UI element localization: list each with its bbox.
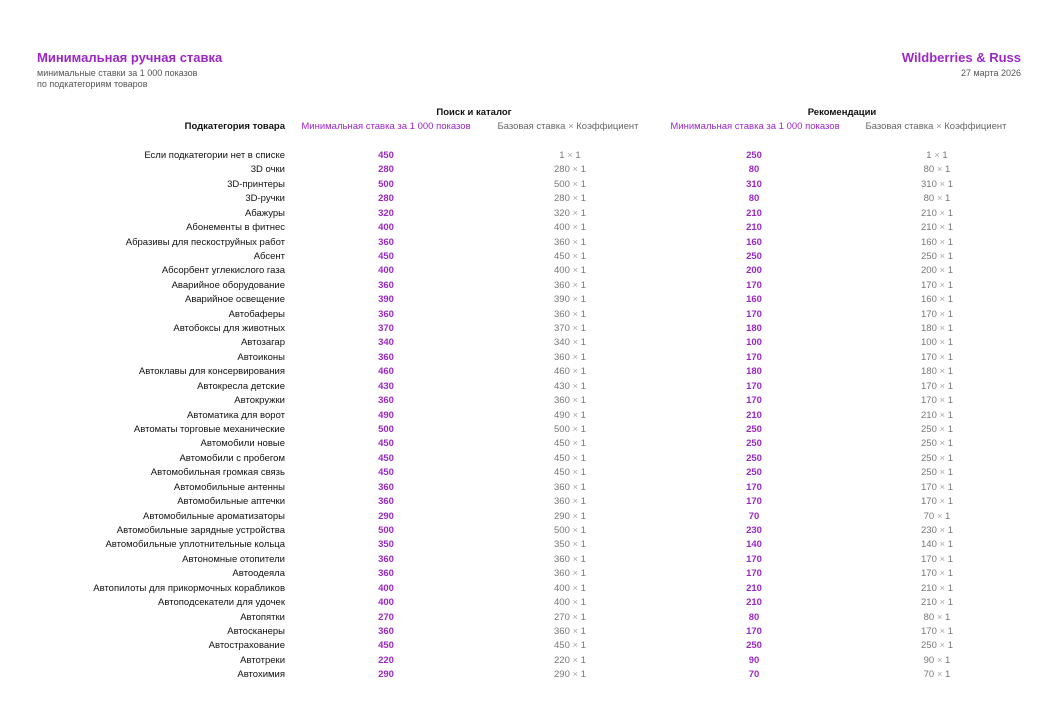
rec-base-coef: 1 × 1	[926, 150, 948, 161]
subcategory-name: Автосканеры	[227, 625, 285, 637]
subcategory-name: Автомобильная громкая связь	[150, 467, 285, 479]
group-header-recommendations: Рекомендации	[807, 107, 877, 118]
search-min-bid: 360	[378, 481, 394, 493]
search-base-coef: 390 × 1	[554, 294, 586, 306]
rec-base-coef: 250 × 1	[921, 424, 953, 436]
rec-base-coef: 70 × 1	[923, 510, 951, 522]
rec-min-bid: 170	[746, 568, 762, 580]
rec-min-bid: 250	[746, 424, 762, 436]
search-min-bid: 360	[378, 568, 394, 580]
subcategory-name: Автопятки	[240, 611, 285, 623]
search-min-bid: 370	[378, 323, 394, 335]
subcategory-name: Автоподсекатели для удочек	[158, 597, 285, 609]
rec-min-bid: 80	[748, 193, 760, 205]
multiply-sign: ×	[568, 121, 574, 132]
rec-min-bid: 140	[746, 539, 762, 551]
subcategory-column-header: Подкатегория товара	[184, 121, 285, 132]
rec-base-coef: 90 × 1	[923, 654, 951, 666]
rec-base-coef: 170 × 1	[921, 481, 953, 493]
rec-base-coef: 80 × 1	[923, 193, 951, 205]
report-date: 27 марта 2026	[960, 68, 1021, 78]
search-base-coef: 450 × 1	[554, 452, 586, 464]
search-min-bid: 360	[378, 236, 394, 248]
rec-base-coef: 250 × 1	[921, 438, 953, 450]
rec-min-bid: 170	[746, 481, 762, 493]
search-min-bid: 340	[378, 337, 394, 349]
table-row	[0, 192, 1057, 206]
search-base-coef: 360 × 1	[554, 481, 586, 493]
search-min-bid: 360	[378, 395, 394, 407]
search-min-bid: 400	[378, 597, 394, 609]
rec-min-bid: 210	[746, 582, 762, 594]
search-base-coef: 450 × 1	[554, 438, 586, 450]
table-row	[0, 423, 1057, 437]
subcategory-name: Автомобили новые	[200, 438, 285, 450]
table-row	[0, 380, 1057, 394]
rec-base-coef: 180 × 1	[921, 366, 953, 378]
table-row	[0, 538, 1057, 552]
rates-table-body	[0, 149, 1057, 683]
table-row	[0, 293, 1057, 307]
subcategory-name: Автомобили с пробегом	[179, 452, 285, 464]
subcategory-name: Автономные отопители	[182, 553, 285, 565]
search-min-bid: 500	[378, 424, 394, 436]
table-row	[0, 207, 1057, 221]
search-base-coef: 400 × 1	[554, 582, 586, 594]
table-row	[0, 466, 1057, 480]
search-base-coef: 290 × 1	[554, 669, 586, 681]
table-row	[0, 553, 1057, 567]
rec-min-bid: 250	[746, 438, 762, 450]
search-base-coef: 360 × 1	[554, 308, 586, 320]
search-base-coef: 220 × 1	[554, 654, 586, 666]
search-base-coef: 430 × 1	[554, 380, 586, 392]
search-base-coef: 490 × 1	[554, 409, 586, 421]
subcategory-name: Автотреки	[240, 654, 285, 666]
base-bid-label: Базовая ставка	[865, 121, 934, 132]
rec-base-coef: 210 × 1	[921, 207, 953, 219]
search-base-coef: 460 × 1	[554, 366, 586, 378]
search-base-coef: 500 × 1	[554, 524, 586, 536]
subcategory-name: Автоматы торговые механические	[133, 424, 285, 436]
search-min-bid: 350	[378, 539, 394, 551]
search-base-coef: 360 × 1	[554, 496, 586, 508]
rec-min-bid: 250	[746, 640, 762, 652]
table-row	[0, 524, 1057, 538]
search-min-bid: 270	[378, 611, 394, 623]
rec-min-bid: 230	[746, 524, 762, 536]
page-title: Минимальная ручная ставка	[37, 50, 223, 65]
rec-base-coef: 250 × 1	[921, 467, 953, 479]
search-min-bid: 450	[378, 467, 394, 479]
search-base-coef: 400 × 1	[554, 222, 586, 234]
table-row	[0, 279, 1057, 293]
table-row	[0, 264, 1057, 278]
search-base-coef: 400 × 1	[554, 597, 586, 609]
rec-base-coef: 250 × 1	[921, 452, 953, 464]
search-min-bid: 290	[378, 510, 394, 522]
rec-min-bid: 170	[746, 308, 762, 320]
subcategory-name: Абонементы в фитнес	[186, 222, 285, 234]
table-row	[0, 163, 1057, 177]
search-base-coef: 290 × 1	[554, 510, 586, 522]
table-row	[0, 596, 1057, 610]
subcategory-name: Автомобильные зарядные устройства	[116, 524, 285, 536]
rec-min-bid: 210	[746, 409, 762, 421]
rec-base-coef: 160 × 1	[921, 294, 953, 306]
search-min-bid: 280	[378, 164, 394, 176]
rec-base-coef: 70 × 1	[923, 669, 951, 681]
subcategory-name: Аварийное оборудование	[171, 279, 285, 291]
search-min-bid: 360	[378, 279, 394, 291]
rec-min-bid: 80	[748, 611, 760, 623]
search-base-coef: 270 × 1	[554, 611, 586, 623]
search-min-bid: 500	[378, 524, 394, 536]
search-min-bid: 450	[378, 438, 394, 450]
table-row	[0, 582, 1057, 596]
table-row	[0, 178, 1057, 192]
coefficient-label: Коэффициент	[944, 121, 1007, 132]
brand-name: Wildberries & Russ	[901, 50, 1021, 65]
search-base-coef: 280 × 1	[554, 164, 586, 176]
rec-base-coef: 250 × 1	[921, 250, 953, 262]
rec-min-bid: 250	[746, 150, 762, 161]
rec-base-coef: 210 × 1	[921, 597, 953, 609]
rec-base-coef: 160 × 1	[921, 236, 953, 248]
rec-base-coef: 170 × 1	[921, 625, 953, 637]
search-base-coef: 450 × 1	[554, 467, 586, 479]
search-base-coef: 360 × 1	[554, 236, 586, 248]
rec-min-bid: 100	[746, 337, 762, 349]
rec-min-bid: 170	[746, 351, 762, 363]
table-row	[0, 351, 1057, 365]
search-min-bid: 390	[378, 294, 394, 306]
table-row	[0, 654, 1057, 668]
search-base-coef: 450 × 1	[554, 250, 586, 262]
search-min-bid: 320	[378, 207, 394, 219]
search-min-bid: 500	[378, 178, 394, 190]
subcategory-name: Автоматика для ворот	[186, 409, 285, 421]
table-row	[0, 394, 1057, 408]
subcategory-name: Автоиконы	[237, 351, 285, 363]
table-row	[0, 409, 1057, 423]
table-row	[0, 510, 1057, 524]
search-min-bid: 360	[378, 351, 394, 363]
rec-min-bid: 170	[746, 395, 762, 407]
subcategory-name: Автоклавы для консервирования	[138, 366, 285, 378]
search-min-bid: 220	[378, 654, 394, 666]
search-min-bid: 450	[378, 250, 394, 262]
rec-base-coef: 210 × 1	[921, 222, 953, 234]
subcategory-name: Автомобильные антенны	[173, 481, 285, 493]
subcategory-name: 3D очки	[250, 164, 285, 176]
subcategory-name: Абажуры	[244, 207, 285, 219]
subcategory-name: Автобаферы	[228, 308, 285, 320]
rec-min-bid: 180	[746, 323, 762, 335]
group-header-search: Поиск и каталог	[436, 107, 512, 118]
rec-min-bid: 80	[748, 164, 760, 176]
search-min-bid: 360	[378, 496, 394, 508]
table-row	[0, 236, 1057, 250]
subcategory-name: Автобоксы для животных	[173, 323, 285, 335]
search-base-coef: 350 × 1	[554, 539, 586, 551]
rec-base-coef: 250 × 1	[921, 640, 953, 652]
rec-min-bid: 170	[746, 279, 762, 291]
search-base-coef: 340 × 1	[554, 337, 586, 349]
search-base-coef: 360 × 1	[554, 395, 586, 407]
subcategory-name: 3D-принтеры	[227, 178, 285, 190]
subcategory-name: Автохимия	[237, 669, 285, 681]
multiply-sign: ×	[936, 121, 942, 132]
search-base-bid-header	[483, 121, 653, 132]
subcategory-name: Автоодеяла	[232, 568, 285, 580]
base-bid-label: Базовая ставка	[497, 121, 566, 132]
rec-min-bid: 210	[746, 207, 762, 219]
rec-base-coef: 170 × 1	[921, 496, 953, 508]
rec-min-bid: 160	[746, 294, 762, 306]
rec-base-coef: 170 × 1	[921, 395, 953, 407]
table-row	[0, 452, 1057, 466]
rec-base-coef: 100 × 1	[921, 337, 953, 349]
rec-base-coef: 210 × 1	[921, 582, 953, 594]
table-row	[0, 365, 1057, 379]
rec-min-bid: 250	[746, 467, 762, 479]
subcategory-name: Автокресла детские	[197, 380, 285, 392]
subtitle-line-2: по подкатегориям товаров	[37, 79, 148, 89]
rec-min-bid: 210	[746, 597, 762, 609]
subcategory-name: Абсорбент углекислого газа	[161, 265, 285, 277]
table-row	[0, 336, 1057, 350]
search-min-bid: 280	[378, 193, 394, 205]
subcategory-name: Автомобильные уплотнительные кольца	[105, 539, 285, 551]
rec-min-bid: 250	[746, 250, 762, 262]
table-row	[0, 250, 1057, 264]
search-min-bid: 490	[378, 409, 394, 421]
rec-base-bid-header	[851, 121, 1021, 132]
subcategory-name: Абразивы для пескоструйных работ	[125, 236, 285, 248]
search-min-bid: 430	[378, 380, 394, 392]
rec-min-bid: 160	[746, 236, 762, 248]
table-row	[0, 625, 1057, 639]
search-base-coef: 280 × 1	[554, 193, 586, 205]
search-min-bid: 450	[378, 150, 394, 161]
table-row	[0, 495, 1057, 509]
search-min-bid: 290	[378, 669, 394, 681]
table-row	[0, 308, 1057, 322]
search-min-bid: 460	[378, 366, 394, 378]
subcategory-name: 3D-ручки	[245, 193, 285, 205]
rec-min-bid: 90	[748, 654, 760, 666]
search-base-coef: 500 × 1	[554, 424, 586, 436]
coefficient-label: Коэффициент	[576, 121, 639, 132]
rec-base-coef: 170 × 1	[921, 553, 953, 565]
search-min-bid: 400	[378, 222, 394, 234]
table-row	[0, 437, 1057, 451]
search-min-bid: 450	[378, 640, 394, 652]
rec-base-coef: 310 × 1	[921, 178, 953, 190]
table-row	[0, 149, 1057, 163]
page-subtitle	[37, 68, 197, 90]
table-row	[0, 611, 1057, 625]
rec-base-coef: 170 × 1	[921, 308, 953, 320]
rec-min-bid: 200	[746, 265, 762, 277]
table-row	[0, 481, 1057, 495]
subcategory-name: Автозагар	[240, 337, 285, 349]
subcategory-name: Автомобильные аптечки	[177, 496, 285, 508]
search-min-bid: 360	[378, 308, 394, 320]
table-row	[0, 639, 1057, 653]
search-base-coef: 360 × 1	[554, 279, 586, 291]
subcategory-name: Если подкатегории нет в списке	[144, 150, 285, 161]
search-base-coef: 320 × 1	[554, 207, 586, 219]
search-base-coef: 450 × 1	[554, 640, 586, 652]
subcategory-name: Автокружки	[234, 395, 285, 407]
search-min-bid: 360	[378, 553, 394, 565]
search-min-bid: 360	[378, 625, 394, 637]
search-min-bid: 400	[378, 265, 394, 277]
rec-min-bid: 170	[746, 496, 762, 508]
rec-min-bid: 180	[746, 366, 762, 378]
subcategory-name: Абсент	[253, 250, 285, 262]
table-row	[0, 221, 1057, 235]
search-base-coef: 360 × 1	[554, 351, 586, 363]
rec-min-bid: 310	[746, 178, 762, 190]
search-base-coef: 360 × 1	[554, 568, 586, 580]
rec-min-bid: 170	[746, 553, 762, 565]
search-min-bid-header: Минимальная ставка за 1 000 показов	[301, 121, 471, 132]
rec-min-bid: 170	[746, 625, 762, 637]
rec-base-coef: 170 × 1	[921, 380, 953, 392]
rec-base-coef: 230 × 1	[921, 524, 953, 536]
rec-base-coef: 180 × 1	[921, 323, 953, 335]
search-min-bid: 400	[378, 582, 394, 594]
search-base-coef: 400 × 1	[554, 265, 586, 277]
subcategory-name: Автомобильные ароматизаторы	[143, 510, 285, 522]
search-base-coef: 360 × 1	[554, 625, 586, 637]
rec-min-bid: 70	[748, 669, 760, 681]
search-base-coef: 370 × 1	[554, 323, 586, 335]
rec-base-coef: 170 × 1	[921, 568, 953, 580]
rec-base-coef: 210 × 1	[921, 409, 953, 421]
search-base-coef: 1 × 1	[559, 150, 581, 161]
subtitle-line-1: минимальные ставки за 1 000 показов	[37, 68, 198, 78]
rec-base-coef: 170 × 1	[921, 351, 953, 363]
rec-min-bid: 250	[746, 452, 762, 464]
search-base-coef: 360 × 1	[554, 553, 586, 565]
rec-min-bid: 170	[746, 380, 762, 392]
search-base-coef: 500 × 1	[554, 178, 586, 190]
rec-base-coef: 140 × 1	[921, 539, 953, 551]
table-row	[0, 668, 1057, 682]
rec-min-bid: 210	[746, 222, 762, 234]
rec-base-coef: 80 × 1	[923, 611, 951, 623]
rec-base-coef: 170 × 1	[921, 279, 953, 291]
rec-min-bid-header: Минимальная ставка за 1 000 показов	[670, 121, 840, 132]
rec-base-coef: 200 × 1	[921, 265, 953, 277]
subcategory-name: Автопилоты для прикормочных корабликов	[93, 582, 285, 594]
subcategory-name: Автострахование	[208, 640, 285, 652]
rec-min-bid: 70	[748, 510, 760, 522]
rec-base-coef: 80 × 1	[923, 164, 951, 176]
subcategory-name: Аварийное освещение	[185, 294, 285, 306]
search-min-bid: 450	[378, 452, 394, 464]
table-row	[0, 567, 1057, 581]
table-row	[0, 322, 1057, 336]
